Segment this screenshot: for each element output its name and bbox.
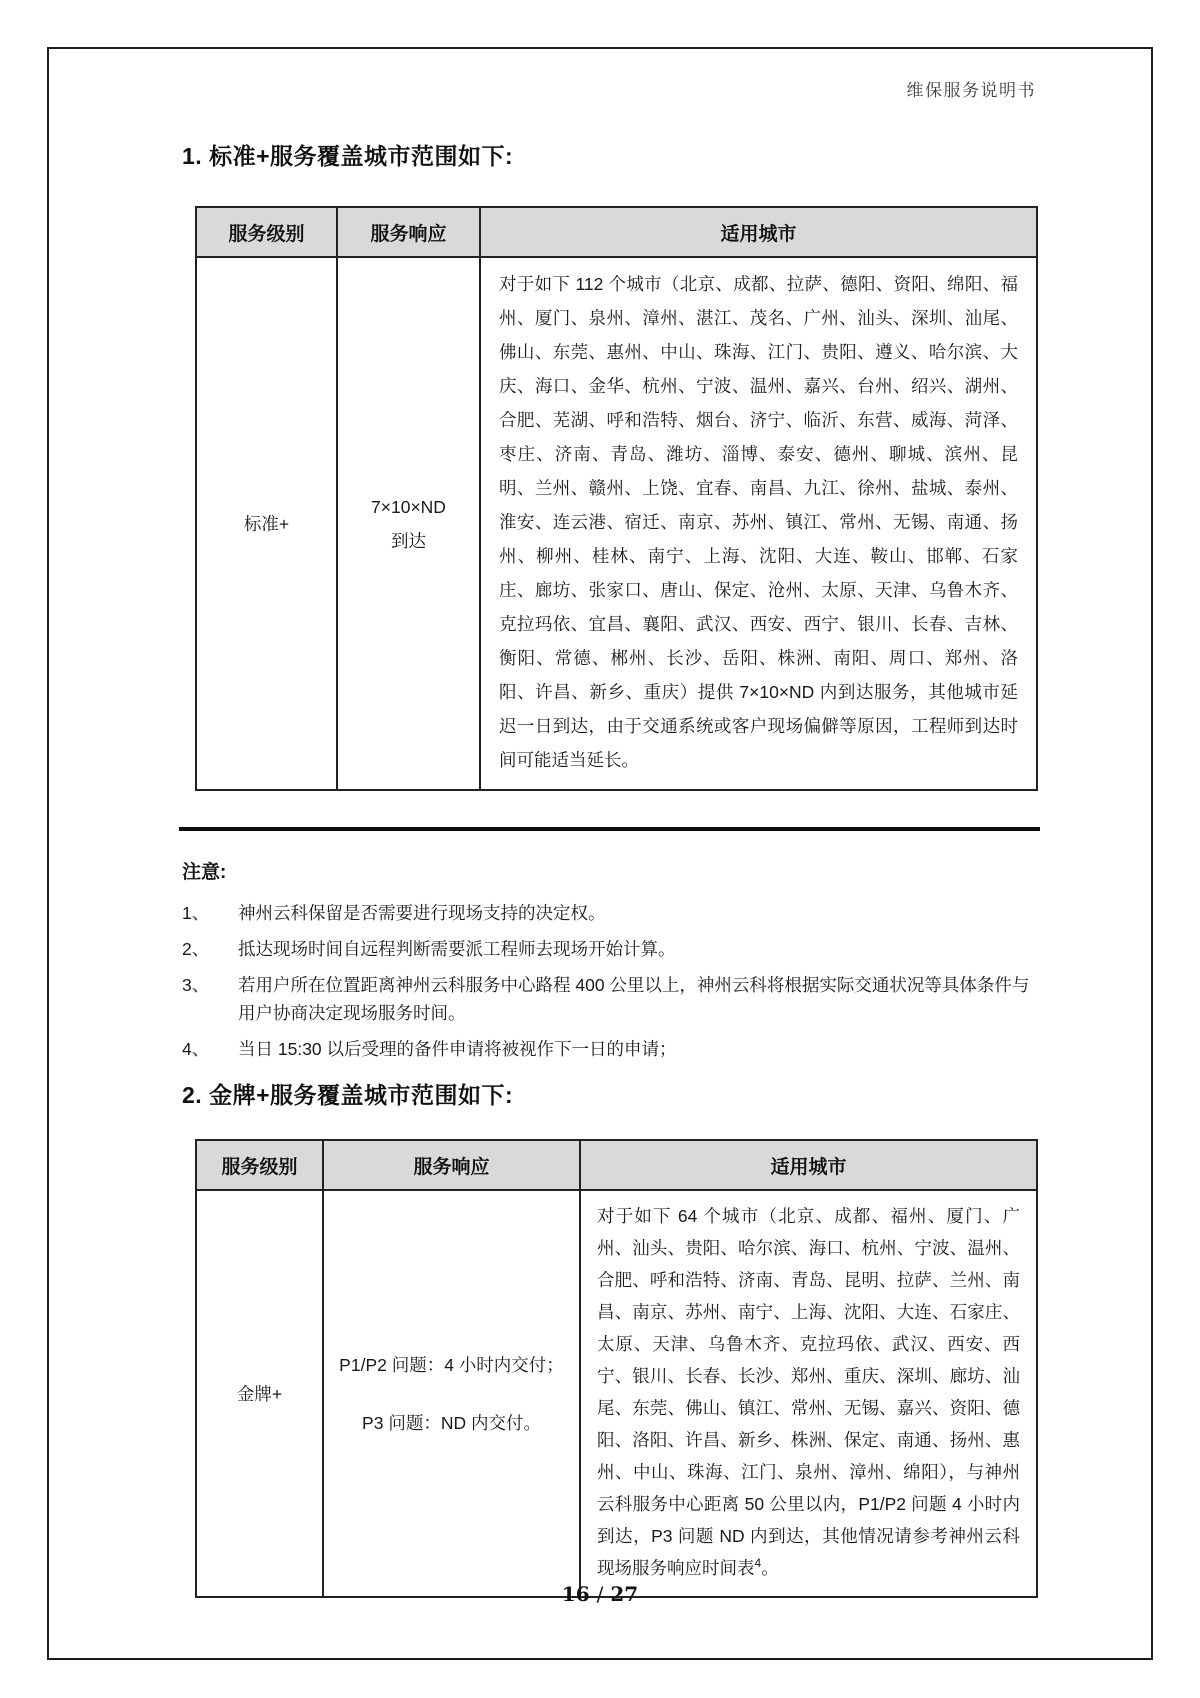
note-text: 若用户所在位置距离神州云科服务中心路程 400 公里以上，神州云科将根据实际交通状况等具体条件与用户协商决定现场服务时间。 — [238, 975, 1030, 1023]
col-header-applicable-cities: 适用城市 — [580, 1140, 1037, 1190]
table-header-row — [196, 1140, 1037, 1190]
response-paragraph-1: P1/P2 问题：4 小时内交付； — [339, 1354, 564, 1375]
page-number: 16 — [561, 1582, 590, 1606]
footnote-marker: 4 — [754, 1556, 762, 1571]
section1-title: 1. 标准+服务覆盖城市范围如下: — [182, 143, 514, 169]
note-text: 当日 15:30 以后受理的备件申请将被视作下一日的申请； — [238, 1039, 677, 1059]
cell-applicable-cities: 对于如下 112 个城市（北京、成都、拉萨、德阳、资阳、绵阳、福州、厦门、泉州、漳州、湛江、茂名、广州、汕头、深圳、汕尾、佛山、东莞、惠州、中山、珠海、江门、贵阳、遵义、哈尔滨、大庆、海口、金华、杭州、宁波、温州、嘉兴、台州、绍兴、湖州、合肥、芜湖、呼和浩特、烟台、济宁、临沂、东营、威海、菏泽、枣庄、济南、青岛、潍坊、淄博、泰安、德州、聊城、滨州、昆明、兰州、赣州、上饶、宜春、南昌、九江、徐州、盐城、泰州、淮安、连云港、宿迁、南京、苏州、镇江、常州、无锡、南通、扬州、柳州、桂林、南宁、上海、沈阳、大连、鞍山、邯郸、石家庄、廊坊、张家口、唐山、保定、沧州、太原、天津、乌鲁木齐、克拉玛依、宜昌、襄阳、武汉、西安、西宁、银川、长春、吉林、衡阳、常德、郴州、长沙、岳阳、株洲、南阳、周口、郑州、洛阳、许昌、新乡、重庆）提供 7×10×ND 内到达服务，其他城市延迟一日到达，由于交通系统或客户现场偏僻等原因，工程师到达时间可能适当延长。 — [480, 257, 1037, 790]
note-number: 3、 — [182, 975, 210, 995]
page-footer — [0, 1582, 1200, 1606]
note-number: 1、 — [182, 903, 210, 923]
col-header-service-level: 服务级别 — [196, 1140, 323, 1190]
response-line-1: 7×10×ND — [371, 496, 446, 517]
note-item — [182, 1035, 1036, 1063]
cell-service-level: 标准+ — [196, 257, 337, 790]
cell-applicable-cities — [580, 1190, 1037, 1597]
standard-service-table — [195, 206, 1038, 791]
applicable-cities-text: 对于如下 64 个城市（北京、成都、福州、厦门、广州、汕头、贵阳、哈尔滨、海口、杭州、宁波、温州、合肥、呼和浩特、济南、青岛、昆明、拉萨、兰州、南昌、南京、苏州、南宁、上海、沈阳、大连、石家庄、太原、天津、乌鲁木齐、克拉玛依、武汉、西安、西宁、银川、长春、长沙、郑州、重庆、深圳、廊坊、汕尾、东莞、佛山、镇江、常州、无锡、嘉兴、资阳、德阳、洛阳、许昌、新乡、株洲、保定、南通、扬州、惠州、中山、珠海、江门、泉州、漳州、绵阳），与神州云科服务中心距离 50 公里以内，P1/P2 问题 4 小时内到达，P3 问题 ND 内到达，其他情况请参考神州云科现场服务响应时间表 — [597, 1206, 1020, 1578]
note-item — [182, 971, 1036, 1027]
cell-service-response — [323, 1190, 580, 1597]
page-number-separator: / — [596, 1582, 604, 1606]
section-divider-rule — [179, 827, 1040, 831]
col-header-applicable-cities: 适用城市 — [480, 207, 1037, 257]
page-total: 27 — [610, 1582, 639, 1606]
note-number: 2、 — [182, 939, 210, 959]
cell-service-level: 金牌+ — [196, 1190, 323, 1597]
gold-service-table — [195, 1139, 1038, 1598]
section2-title: 2. 金牌+服务覆盖城市范围如下: — [182, 1082, 514, 1108]
col-header-service-response: 服务响应 — [323, 1140, 580, 1190]
note-text: 抵达现场时间自远程判断需要派工程师去现场开始计算。 — [238, 939, 676, 959]
col-header-service-level: 服务级别 — [196, 207, 337, 257]
table-row — [196, 257, 1037, 790]
cell-service-response — [337, 257, 480, 790]
doc-header-title: 维保服务说明书 — [906, 81, 1036, 101]
response-line-2: 到达 — [391, 530, 426, 551]
note-number: 4、 — [182, 1039, 210, 1059]
applicable-cities-period: 。 — [761, 1558, 779, 1578]
page-content — [182, 80, 1036, 1598]
note-text: 神州云科保留是否需要进行现场支持的决定权。 — [238, 903, 606, 923]
note-item — [182, 899, 1036, 927]
table-header-row — [196, 207, 1037, 257]
notes-title: 注意: — [182, 862, 227, 883]
notes-list — [182, 899, 1036, 1063]
table-row — [196, 1190, 1037, 1597]
note-item — [182, 935, 1036, 963]
col-header-service-response: 服务响应 — [337, 207, 480, 257]
response-paragraph-2: P3 问题：ND 内交付。 — [362, 1412, 541, 1433]
